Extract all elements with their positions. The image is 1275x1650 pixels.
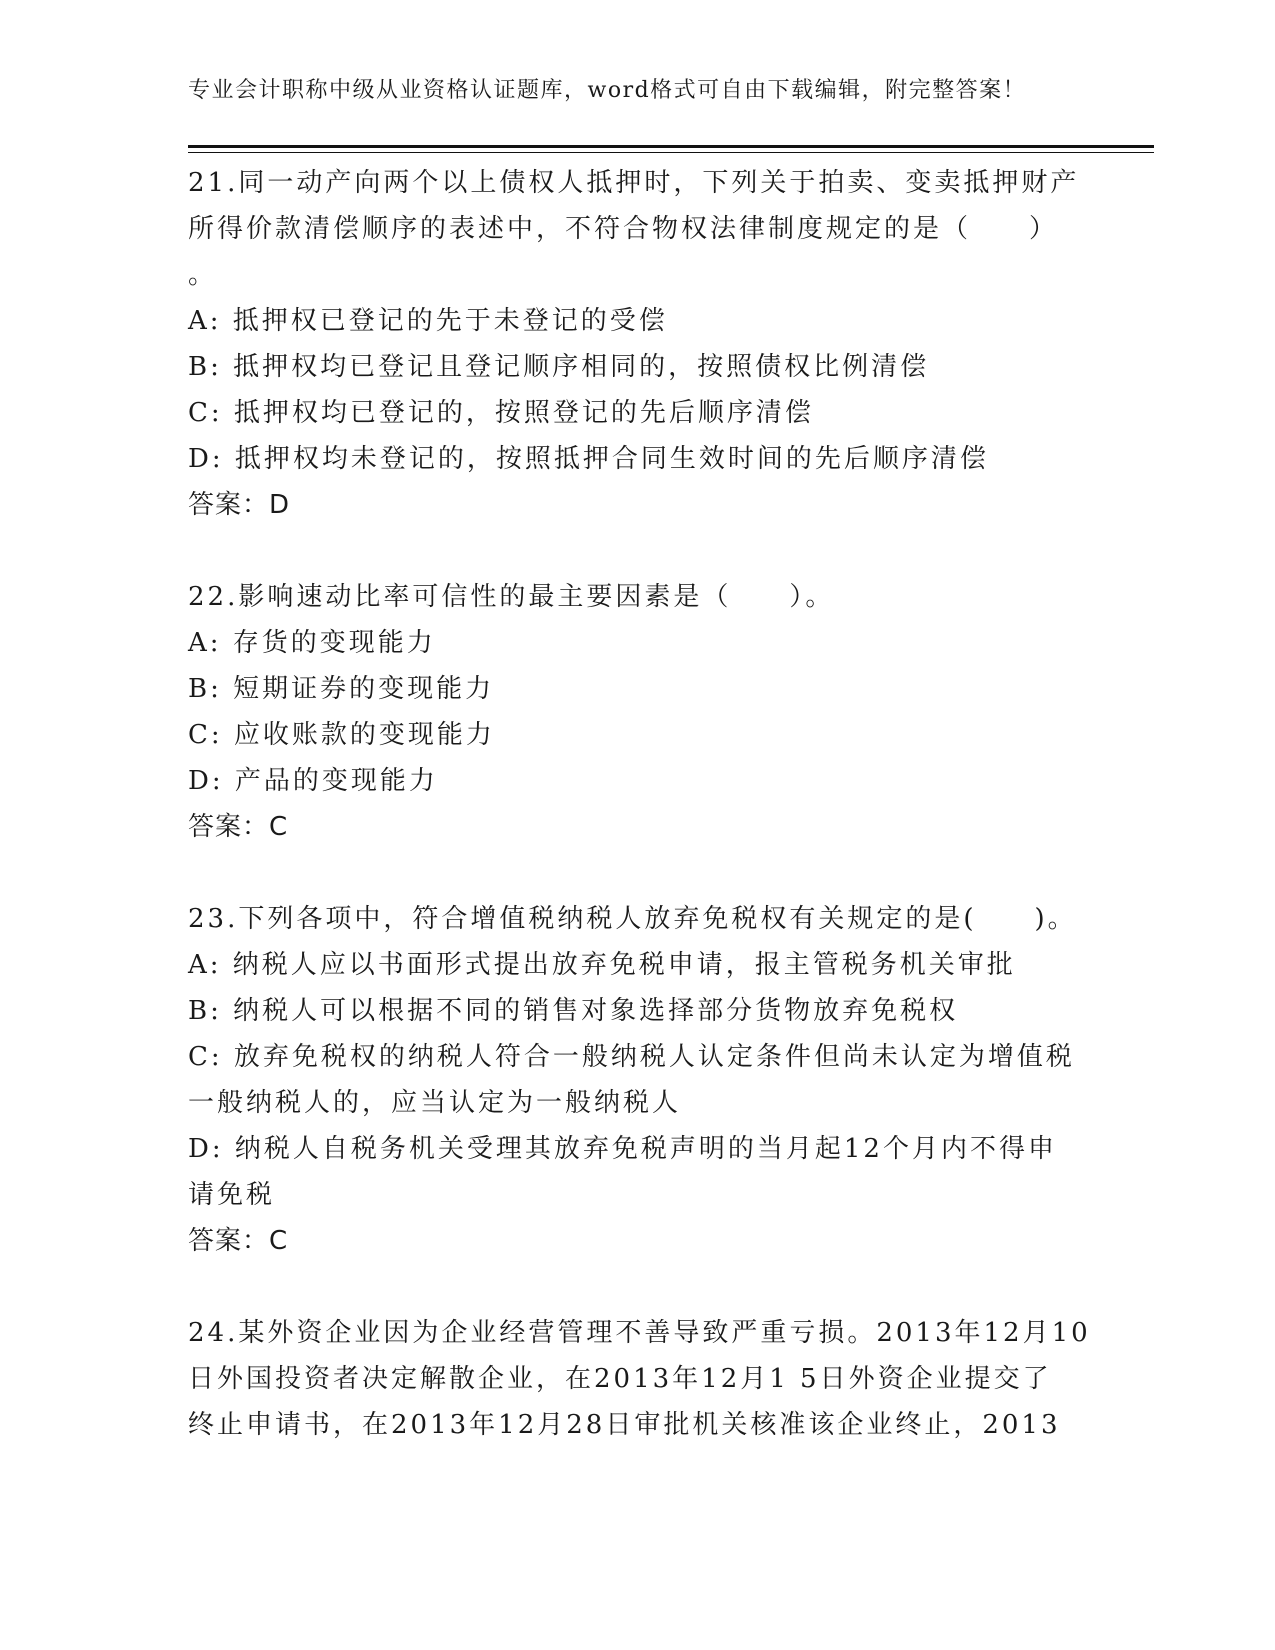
- question-stem-line: 日外国投资者决定解散企业，在2013年12月1 5日外资企业提交了: [188, 1364, 1052, 1394]
- question-stem-line: 21.同一动产向两个以上债权人抵押时，下列关于拍卖、变卖抵押财产: [188, 168, 1080, 198]
- answer: 答案：C: [188, 1226, 289, 1256]
- option-c: C: 抵押权均已登记的，按照登记的先后顺序清偿: [188, 398, 814, 428]
- question-stem-line: 24.某外资企业因为企业经营管理不善导致严重亏损。2013年12月10: [188, 1318, 1091, 1348]
- option-a: A: 抵押权已登记的先于未登记的受偿: [188, 306, 668, 336]
- option-b: B: 纳税人可以根据不同的销售对象选择部分货物放弃免税权: [188, 996, 959, 1026]
- spacer: [188, 1264, 1088, 1310]
- question-stem-line: 终止申请书，在2013年12月28日审批机关核准该企业终止，2013: [188, 1410, 1061, 1440]
- question-stem-line: 23.下列各项中，符合增值税纳税人放弃免税权有关规定的是( )。: [188, 904, 1077, 934]
- option-d-continued: 请免税: [188, 1180, 276, 1210]
- option-d: D: 产品的变现能力: [188, 766, 438, 796]
- option-b: B: 短期证券的变现能力: [188, 674, 495, 704]
- spacer: [188, 850, 1088, 896]
- option-c: C: 应收账款的变现能力: [188, 720, 495, 750]
- question-stem-line: 所得价款清偿顺序的表述中，不符合物权法律制度规定的是（ ）: [188, 214, 1059, 244]
- option-b: B: 抵押权均已登记且登记顺序相同的，按照债权比例清偿: [188, 352, 930, 382]
- option-a: A: 存货的变现能力: [188, 628, 436, 658]
- page-header: 专业会计职称中级从业资格认证题库，word格式可自由下载编辑，附完整答案！: [188, 78, 1027, 103]
- question-stem-line: 22.影响速动比率可信性的最主要因素是（ ）。: [188, 582, 835, 612]
- header-rule-thin: [188, 152, 1154, 153]
- question-23: [188, 896, 1088, 1264]
- option-a: A: 纳税人应以书面形式提出放弃免税申请，报主管税务机关审批: [188, 950, 1016, 980]
- question-22: [188, 574, 1088, 850]
- question-stem-line: 。: [188, 260, 218, 290]
- question-24: [188, 1310, 1091, 1448]
- option-c-continued: 一般纳税人的，应当认定为一般纳税人: [188, 1088, 682, 1118]
- option-c: C: 放弃免税权的纳税人符合一般纳税人认定条件但尚未认定为增值税: [188, 1042, 1075, 1072]
- option-d: D: 纳税人自税务机关受理其放弃免税声明的当月起12个月内不得申: [188, 1134, 1057, 1164]
- header-rule-thick: [188, 145, 1154, 148]
- question-list: [188, 160, 1091, 1448]
- option-d: D: 抵押权均未登记的，按照抵押合同生效时间的先后顺序清偿: [188, 444, 989, 474]
- spacer: [188, 528, 1088, 574]
- question-21: [188, 160, 1088, 528]
- answer: 答案：C: [188, 812, 289, 842]
- answer: 答案：D: [188, 490, 291, 520]
